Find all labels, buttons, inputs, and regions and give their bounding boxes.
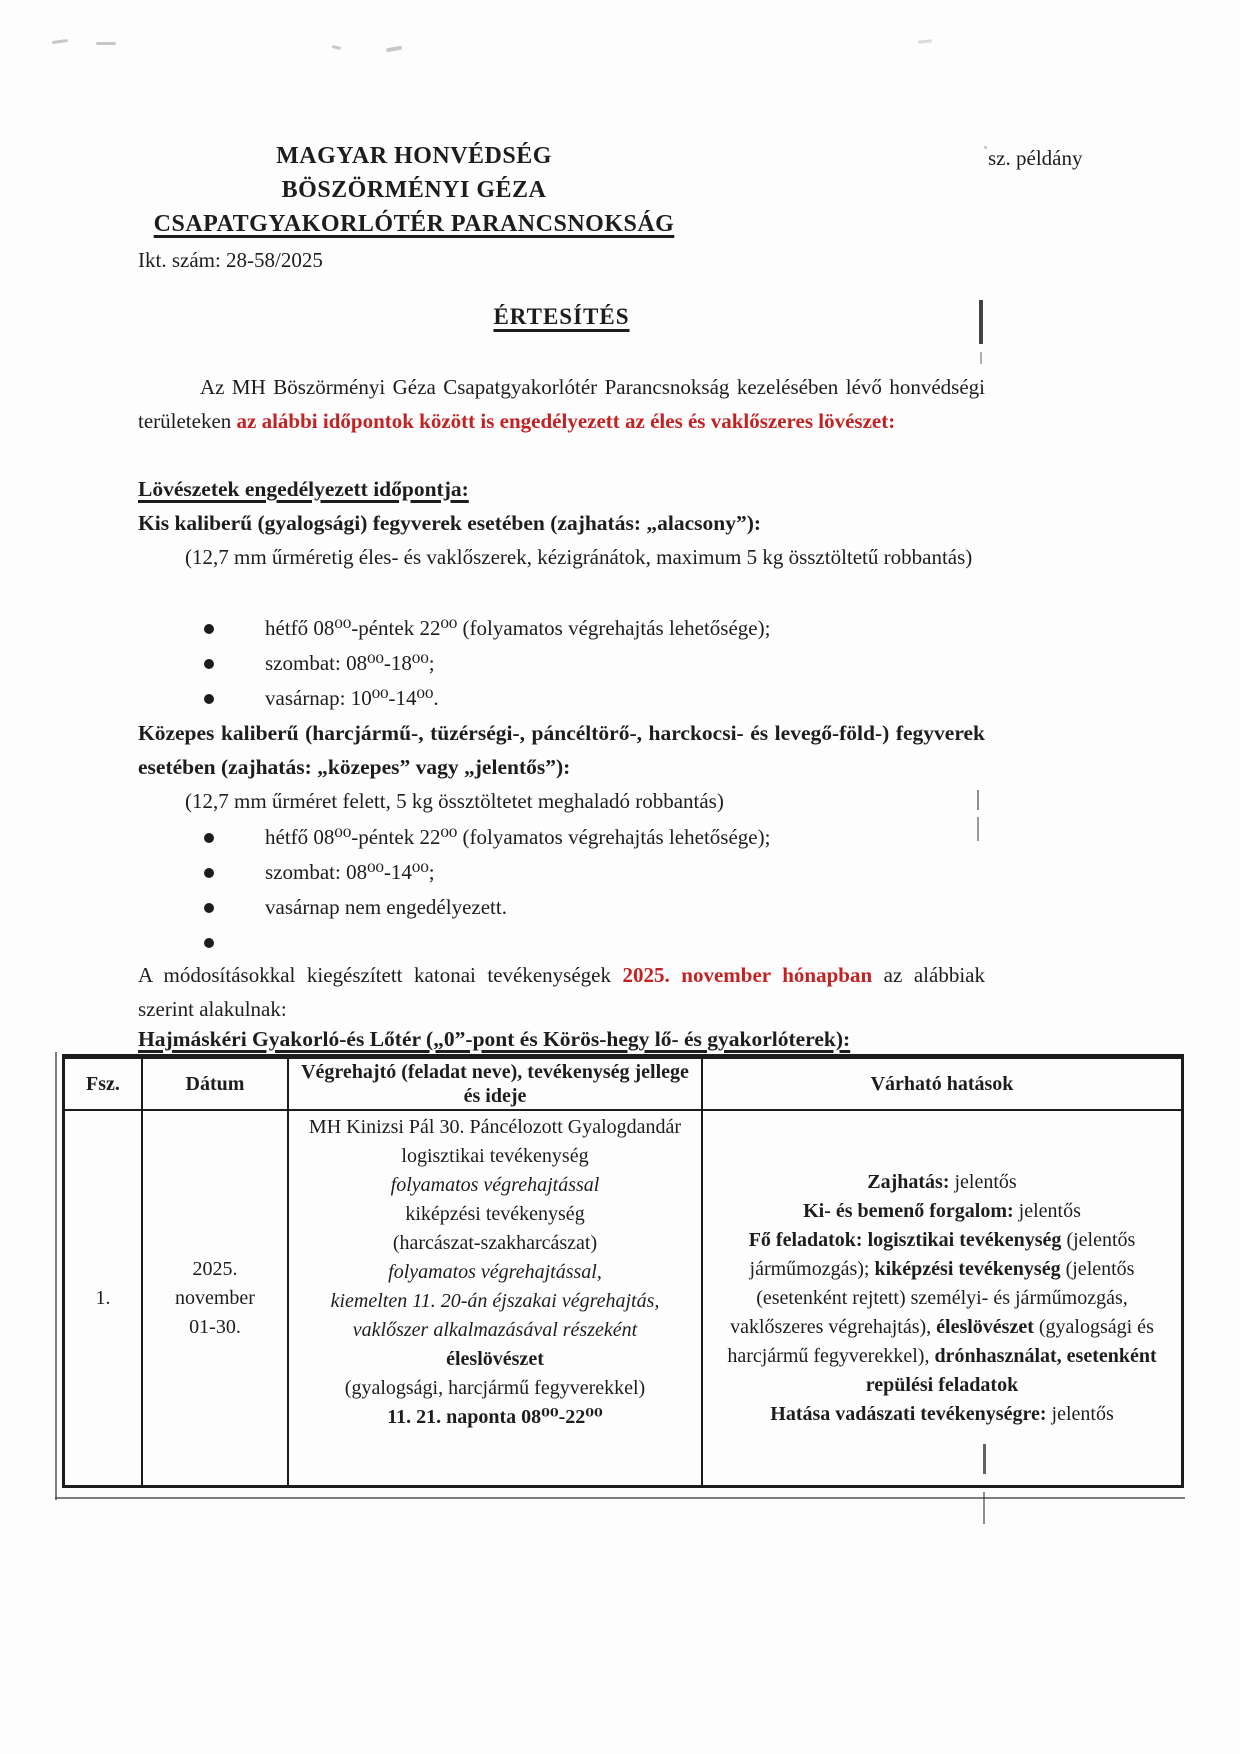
list-item-text: hétfő 08⁰⁰-péntek 22⁰⁰ (folyamatos végrehajtás lehetősége); <box>265 616 771 640</box>
pencil-mark <box>984 146 987 149</box>
pencil-mark <box>918 39 932 43</box>
intro-paragraph <box>138 370 985 438</box>
org-header <box>138 139 690 241</box>
list-item <box>138 681 985 716</box>
pencil-mark <box>96 42 116 45</box>
small-caliber-list <box>138 611 985 716</box>
effect-noise <box>716 1168 1168 1197</box>
range-section-heading: Hajmáskéri Gyakorló-és Lőtér („0”-pont és Körös-hegy lő- és gyakorlóterek): <box>138 1027 851 1051</box>
list-item-empty <box>138 925 985 960</box>
scan-artifact <box>979 300 983 344</box>
list-item <box>138 820 985 855</box>
effect-noise-label: Zajhatás: <box>867 1170 950 1193</box>
bullet-icon <box>204 903 214 913</box>
bullet-icon <box>204 694 214 704</box>
effect-hunting-label: Hatása vadászati tevékenységre: <box>770 1402 1047 1425</box>
executor-schedule: 11. 21. naponta 08⁰⁰-22⁰⁰ <box>387 1406 603 1428</box>
medium-caliber-note: (12,7 mm űrméret felett, 5 kg össztöltetet meghaladó robbantás) <box>185 789 724 813</box>
medium-caliber-heading: Közepes kaliberű (harcjármű-, tüzérségi-, páncéltörő-, harckocsi- és levegő-föld-) fegyverek esetében (zajhatás: „közepes” vagy „jelentős”): <box>138 721 985 779</box>
executor-unit: MH Kinizsi Pál 30. Páncélozott Gyalogdandár <box>308 1116 682 1138</box>
list-item <box>138 646 985 681</box>
table-outer-line-bottom <box>55 1497 1185 1499</box>
bullet-icon <box>204 868 214 878</box>
executor-live-fire: éleslövészet <box>446 1348 544 1370</box>
effect-tasks-seg3: (gyalogsági és harcjármű fegyverekkel), <box>727 1315 1154 1367</box>
row-number-cell: 1. <box>65 1109 141 1485</box>
date-month: november <box>175 1286 255 1309</box>
date-cell <box>141 1109 287 1485</box>
effect-drone-label: drónhasználat, esetenként repülési feladatok <box>865 1344 1157 1396</box>
executor-activity: kiképzési tevékenység <box>405 1203 585 1225</box>
reference-number: Ikt. szám: 28-58/2025 <box>138 248 323 272</box>
executor-cell <box>287 1109 701 1485</box>
effect-traffic-label: Ki- és bemenő forgalom: <box>803 1199 1014 1222</box>
column-header-executor: Végrehajtó (feladat neve), tevékenység jellege és ideje <box>287 1059 701 1109</box>
intro-highlight: az alábbi időpontok között is engedélyezett az éles és vaklőszeres lövészet: <box>236 409 896 433</box>
effect-hunting-value: jelentős <box>1046 1402 1114 1425</box>
copy-number-label: sz. példány <box>988 146 1083 170</box>
column-header-date: Dátum <box>141 1059 287 1109</box>
executor-mode-detail: kiemelten 11. 20-án éjszakai végrehajtás, vaklőszer alkalmazásával részeként <box>330 1290 660 1341</box>
scan-artifact <box>983 1444 986 1474</box>
effect-training-label: kiképzési tevékenység <box>874 1257 1061 1280</box>
column-header-fsz: Fsz. <box>86 1073 120 1095</box>
document-title: ÉRTESÍTÉS <box>493 304 630 329</box>
effect-main-tasks <box>716 1226 1168 1400</box>
scan-artifact <box>980 352 982 364</box>
list-item-text: hétfő 08⁰⁰-péntek 22⁰⁰ (folyamatos végrehajtás lehetősége); <box>265 825 771 849</box>
effects-cell <box>701 1109 1181 1485</box>
bullet-icon <box>204 624 214 634</box>
list-item <box>138 855 985 890</box>
intro-lead: Az MH Böszörményi Géza Csapatgyakorlótér Parancsnokság kezelésében lévő honvédségi területeken <box>138 375 985 433</box>
list-item-text: vasárnap: 10⁰⁰-14⁰⁰. <box>265 686 439 710</box>
closing-tail: az alábbiak szerint alakulnak: <box>138 963 985 1021</box>
closing-highlight: 2025. november hónapban <box>622 963 873 987</box>
executor-activity: logisztikai tevékenység <box>401 1145 589 1167</box>
org-name-line3: CSAPATGYAKORLÓTÉR PARANCSNOKSÁG <box>153 211 675 237</box>
pencil-mark <box>386 46 402 53</box>
executor-activity-detail: (harcászat-szakharcászat) <box>392 1232 598 1254</box>
pencil-mark <box>332 45 341 50</box>
executor-mode: folyamatos végrehajtással, <box>388 1261 602 1283</box>
executor-weapons: (gyalogsági, harcjármű fegyverekkel) <box>344 1377 646 1399</box>
closing-paragraph <box>138 958 985 1026</box>
bullet-icon <box>204 938 214 948</box>
effect-noise-value: jelentős <box>949 1170 1017 1193</box>
column-header-effects: Várható hatások <box>701 1059 1181 1109</box>
org-name-line1: MAGYAR HONVÉDSÉG <box>276 143 552 169</box>
scan-artifact <box>983 1492 985 1524</box>
closing-lead: A módosításokkal kiegészített katonai tevékenységek <box>138 963 623 987</box>
executor-mode: folyamatos végrehajtással <box>390 1174 600 1196</box>
list-item-text: vasárnap nem engedélyezett. <box>265 895 507 919</box>
list-item <box>138 611 985 646</box>
small-caliber-heading: Kis kaliberű (gyalogsági) fegyverek esetében (zajhatás: „alacsony”): <box>138 511 762 535</box>
effect-traffic <box>716 1197 1168 1226</box>
org-name-line2: BÖSZÖRMÉNYI GÉZA <box>281 177 547 203</box>
effect-hunting <box>716 1400 1168 1429</box>
list-item-text: szombat: 08⁰⁰-18⁰⁰; <box>265 651 435 675</box>
table-outer-line-left <box>55 1052 57 1500</box>
list-item-text: szombat: 08⁰⁰-14⁰⁰; <box>265 860 435 884</box>
list-item <box>138 890 985 925</box>
date-year: 2025. <box>192 1257 238 1280</box>
activities-table <box>62 1054 1184 1488</box>
date-days: 01-30. <box>189 1315 241 1338</box>
effect-tasks-label: Fő feladatok: logisztikai tevékenység <box>748 1228 1062 1251</box>
effect-live-fire-label: éleslövészet <box>936 1315 1034 1338</box>
effect-tasks-seg1: (jelentős járműmozgás); <box>749 1228 1136 1280</box>
shooting-times-heading: Lövészetek engedélyezett időpontja: <box>138 477 469 501</box>
effect-traffic-value: jelentős <box>1013 1199 1081 1222</box>
scan-artifact <box>977 817 979 841</box>
small-caliber-note: (12,7 mm űrméretig éles- és vaklőszerek, kézigránátok, maximum 5 kg össztöltetű robbantás) <box>185 545 973 569</box>
scan-artifact <box>977 790 979 810</box>
effect-tasks-seg2: (jelentős (esetenként rejtett) személyi- és járműmozgás, vaklőszeres végrehajtás), <box>730 1257 1135 1338</box>
bullet-icon <box>204 659 214 669</box>
medium-caliber-list <box>138 820 985 960</box>
pencil-mark <box>52 39 68 44</box>
bullet-icon <box>204 833 214 843</box>
